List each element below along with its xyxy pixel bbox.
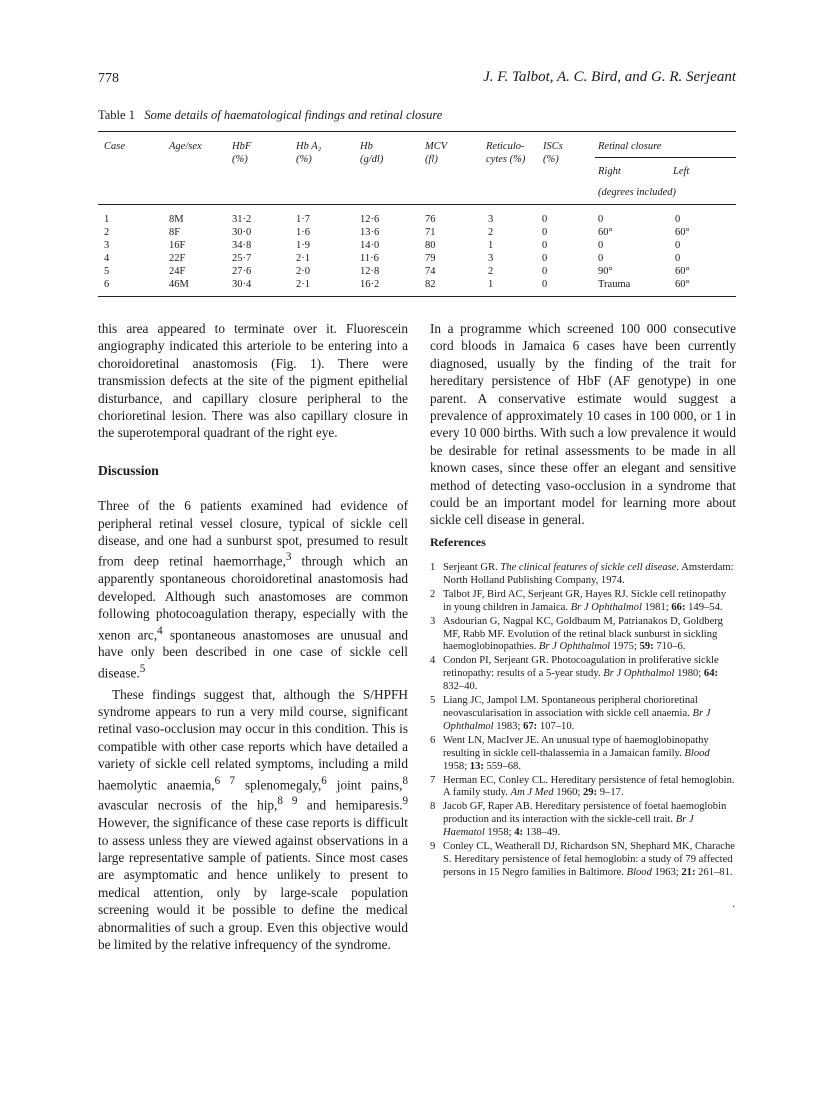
cell-hb: 14·0 xyxy=(360,240,380,251)
cell-agesex: 46M xyxy=(169,279,189,290)
cell-iscs: 0 xyxy=(542,253,548,264)
cell-case: 3 xyxy=(104,240,110,251)
cell-iscs: 0 xyxy=(542,240,548,251)
cell-hb: 13·6 xyxy=(360,227,380,238)
cell-iscs: 0 xyxy=(542,214,548,225)
cell-iscs: 0 xyxy=(542,227,548,238)
header-agesex: Age/sex xyxy=(169,141,202,152)
cell-hbf: 31·2 xyxy=(232,214,252,225)
header-reticulocytes: Reticulo- cytes (%) xyxy=(486,141,526,165)
paragraph: In a programme which screened 100 000 consecutive cord bloods in Jamaica 6 cases have been currently diagnosed, usually by the finding of the trait for hereditary persistence of HbF (AF genotype) in one parent. A conservative estimate would suggest a prevalence of approximately 10 cases in 100 000, or 1 in every 10 000 births. With such a low prevalence it would be desirable for retinal assessments to be made in all known cases, since these offer an elegant and sensitive method of detecting vaso-occlusion in a syndrome that could be an important model for learning more about sickle cell disease in general. xyxy=(430,321,736,528)
cell-case: 6 xyxy=(104,279,110,290)
table-caption xyxy=(98,108,442,123)
header-hbf: HbF (%) xyxy=(232,141,252,165)
cell-right: 0 xyxy=(598,214,604,225)
cell-case: 1 xyxy=(104,214,110,225)
cell-hbf: 30·4 xyxy=(232,279,252,290)
cell-hb: 12·6 xyxy=(360,214,380,225)
cell-mcv: 82 xyxy=(425,279,436,290)
table-row xyxy=(98,266,736,278)
table-bottom-rule xyxy=(98,296,736,297)
cell-case: 5 xyxy=(104,266,110,277)
cell-right: 0 xyxy=(598,253,604,264)
references-list xyxy=(430,562,736,881)
cell-hba2: 1·6 xyxy=(296,227,310,238)
cell-hbf: 34·8 xyxy=(232,240,252,251)
cell-left: 0 xyxy=(675,214,681,225)
cell-right: 0 xyxy=(598,240,604,251)
cell-right: 60° xyxy=(598,227,613,238)
cell-mcv: 80 xyxy=(425,240,436,251)
cell-retic: 1 xyxy=(488,240,494,251)
cell-agesex: 8F xyxy=(169,227,181,238)
cell-right: Trauma xyxy=(598,279,631,290)
cell-retic: 2 xyxy=(488,227,494,238)
cell-hbf: 27·6 xyxy=(232,266,252,277)
reference-item: 5 Liang JC, Jampol LM. Spontaneous peripheral chorioretinal neovascularisation in association with sickle cell anaemia. Br J Ophthalmol 1983; 67: 107–10. xyxy=(430,695,711,732)
table-row xyxy=(98,279,736,291)
reference-item: 2 Talbot JF, Bird AC, Serjeant GR, Hayes RJ. Sickle cell retinopathy in young children in Jamaica. Br J Ophthalmol 1981; 66: 149–54. xyxy=(430,588,727,613)
reference-item: 1 Serjeant GR. The clinical features of sickle cell disease. Amsterdam: North Holland Publishing Company, 1974. xyxy=(430,562,734,586)
cell-agesex: 24F xyxy=(169,266,186,277)
header-case: Case xyxy=(104,141,125,152)
references-heading: References xyxy=(430,535,486,549)
cell-left: 0 xyxy=(675,253,681,264)
reference-item: 4 Condon PI, Serjeant GR. Photocoagulation in proliferative sickle retinopathy: results of a 5-year study. Br J Ophthalmol 1980; 64: 832–40. xyxy=(430,655,719,693)
cell-iscs: 0 xyxy=(542,266,548,277)
table-row xyxy=(98,253,736,265)
cell-hba2: 2·1 xyxy=(296,279,310,290)
header-iscs: ISCs (%) xyxy=(543,141,563,165)
header-mcv: MCV (fl) xyxy=(425,141,448,165)
cell-retic: 3 xyxy=(488,214,494,225)
cell-hb: 16·2 xyxy=(360,279,380,290)
cell-hbf: 30·0 xyxy=(232,227,252,238)
cell-right: 90° xyxy=(598,266,613,277)
paragraph: These findings suggest that, although the S/HPFH syndrome appears to run a very mild course, significant retinal vaso-occlusion may occur in this condition. This is compatible with other case reports which have detailed a variety of sickle cell related symptoms, including a mild haemolytic anaemia,$^{6 7}$ splenomegaly,$^6$ joint pains,$^8$ avascular necrosis of the hip,$^{8 9}$ and hemiparesis.$^9$ However, the significance of these case reports is difficult to assess unless they are viewed against observations in a large representative sample of patients. Since most cases are asymptomatic and hence unlikely to present to medical attention, only by large-scale population screening would it be possible to define the medical abnormalities of such a group. Even this objective would be limited by the relative infrequency of the syndrome. xyxy=(98,686,408,953)
cell-case: 2 xyxy=(104,227,110,238)
cell-hb: 11·6 xyxy=(360,253,379,264)
table-caption-text: Some details of haematological findings and retinal closure xyxy=(144,108,443,122)
cell-retic: 3 xyxy=(488,253,494,264)
left-column xyxy=(98,320,408,954)
cell-mcv: 74 xyxy=(425,266,436,277)
paragraph: this area appeared to terminate over it. Fluorescein angiography indicated this arteriole to be entering into a choroidoretinal anastomosis (Fig. 1). There were transmission defects at the site of the pigment epithelial disturbance, and capillary closure peripheral to the chorioretinal lesion. There was also capillary closure in the superotemporal quadrant of the right eye. xyxy=(98,321,408,441)
cell-left: 0 xyxy=(675,240,681,251)
running-head: J. F. Talbot, A. C. Bird, and G. R. Serjeant xyxy=(483,69,736,85)
reference-item: 9 Conley CL, Weatherall DJ, Richardson SN, Shephard MK, Charache S. Hereditary persistence of fetal hemoglobin: a study of 79 affected persons in 15 Negro families in Baltimore. Blood 1963; 21: 261–81. xyxy=(430,841,735,878)
paragraph: Three of the 6 patients examined had evidence of peripheral retinal vessel closure, typical of sickle cell disease, and one had a sunburst spot, presumed to result from deep retinal haemorrhage,$^3$ through which an apparently spontaneous choroidoretinal anastomosis had developed. Although such anastomoses are common following photocoagulation therapy, especially with the xenon arc,$^4$ spontaneous anastomoses are unusual and have only been described in one case of sickle cell disease.$^5$ xyxy=(98,498,409,681)
cell-left: 60° xyxy=(675,279,690,290)
header-retinal-closure: Retinal closure xyxy=(598,141,662,152)
header-left: Left xyxy=(673,166,690,177)
cell-iscs: 0 xyxy=(542,279,548,290)
table-header-rule xyxy=(98,204,736,205)
cell-mcv: 76 xyxy=(425,214,436,225)
reference-item: 7 Herman EC, Conley CL. Hereditary persistence of fetal hemoglobin. A family study. Am J Med 1960; 29: 9–17. xyxy=(430,774,735,799)
retinal-subrule xyxy=(595,157,736,158)
cell-left: 60° xyxy=(675,227,690,238)
reference-item: 3 Asdourian G, Nagpal KC, Goldbaum M, Patrianakos D, Goldberg MF, Rabb MF. Evolution of the retinal black sunburst in sickling haemoglobinopathies. Br J Ophthalmol 1975; 59: 710–6. xyxy=(430,615,723,653)
header-degrees: (degrees included) xyxy=(598,187,677,198)
cell-hb: 12·8 xyxy=(360,266,380,277)
cell-hba2: 2·1 xyxy=(296,253,310,264)
cell-case: 4 xyxy=(104,253,110,264)
cell-agesex: 16F xyxy=(169,240,186,251)
cell-agesex: 8M xyxy=(169,214,184,225)
reference-item: 6 Went LN, MacIver JE. An unusual type of haemoglobinopathy resulting in sickle cell-thalassemia in a Jamaican family. Blood 1958; 13: 559–68. xyxy=(430,734,710,772)
cell-hba2: 1·9 xyxy=(296,240,310,251)
cell-agesex: 22F xyxy=(169,253,186,264)
reference-item: 8 Jacob GF, Raper AB. Hereditary persistence of foetal haemoglobin production and its interaction with the sickle-cell trait. Br J Haematol 1958; 4: 138–49. xyxy=(430,801,727,839)
right-column xyxy=(430,320,736,529)
cell-hbf: 25·7 xyxy=(232,253,252,264)
table-row xyxy=(98,227,736,239)
cell-retic: 2 xyxy=(488,266,494,277)
table-row xyxy=(98,214,736,226)
page-number: 778 xyxy=(98,71,119,86)
header-right: Right xyxy=(598,166,621,177)
end-mark: · xyxy=(732,902,736,913)
cell-mcv: 71 xyxy=(425,227,436,238)
cell-hba2: 2·0 xyxy=(296,266,310,277)
table-label: Table 1 xyxy=(98,108,135,122)
header-hb: Hb (g/dl) xyxy=(360,141,384,165)
cell-retic: 1 xyxy=(488,279,494,290)
cell-mcv: 79 xyxy=(425,253,436,264)
header-hba2: Hb A₂ (%) xyxy=(296,141,322,165)
cell-hba2: 1·7 xyxy=(296,214,310,225)
table-row xyxy=(98,240,736,252)
table-top-rule xyxy=(98,131,736,132)
cell-left: 60° xyxy=(675,266,690,277)
discussion-heading: Discussion xyxy=(98,462,159,478)
